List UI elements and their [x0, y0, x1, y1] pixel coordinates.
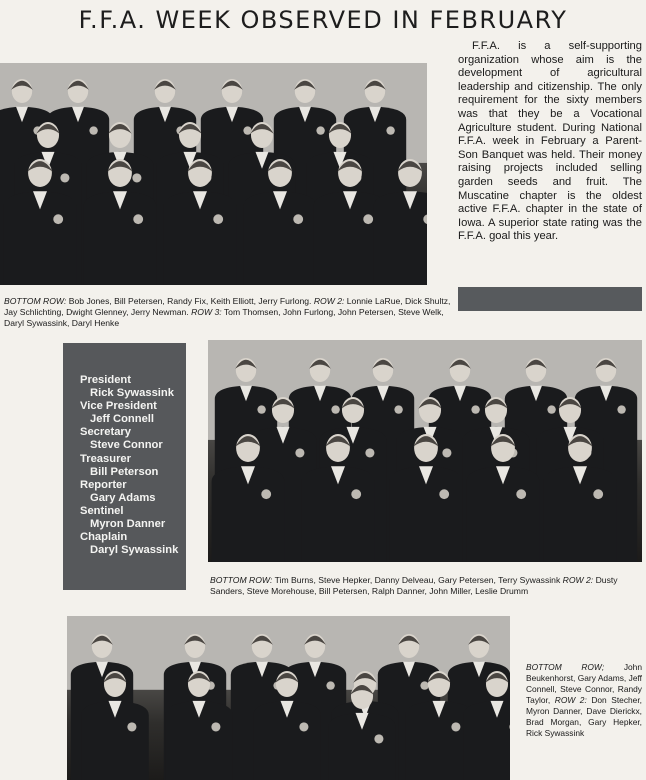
caption-row-label: ROW 2:	[554, 695, 587, 705]
officer-name: Rick Sywassink	[90, 387, 174, 400]
ffa-emblem-shape	[293, 214, 303, 224]
ffa-emblem-shape	[132, 173, 141, 182]
group-photo-1	[0, 63, 427, 285]
ffa-emblem-shape	[53, 214, 63, 224]
officer-title: Reporter	[80, 478, 127, 491]
ffa-emblem-shape	[326, 681, 334, 689]
officer-name: Bill Peterson	[90, 465, 159, 478]
caption-names: John Beukenhorst, Gary Adams, Jeff Connell, Steve Connor, Randy Taylor,	[526, 662, 642, 705]
officer-entry	[63, 531, 186, 557]
ffa-emblem-shape	[451, 722, 460, 731]
officer-title: Secretary	[80, 426, 132, 439]
officer-title: Chaplain	[80, 531, 128, 544]
ffa-emblem-shape	[439, 489, 449, 499]
ffa-emblem-shape	[363, 214, 373, 224]
group-photo-3	[67, 616, 510, 780]
ffa-emblem-shape	[374, 734, 383, 743]
ffa-emblem-shape	[386, 126, 394, 134]
caption-row-label: BOTTOM ROW:	[210, 575, 273, 585]
ffa-emblem-shape	[547, 405, 555, 413]
officer-entry	[63, 426, 186, 452]
officer-name: Steve Connor	[90, 439, 163, 452]
ffa-emblem-shape	[331, 405, 339, 413]
decorative-gray-bar	[458, 287, 642, 311]
officer-entry	[63, 505, 186, 531]
ffa-emblem-shape	[351, 489, 361, 499]
photo-figures	[67, 616, 510, 780]
caption-names: Tim Burns, Steve Hepker, Danny Delveau, Gary Petersen, Terry Sywassink	[272, 575, 563, 585]
officer-name: Jeff Connell	[90, 413, 155, 426]
jacket-shape	[463, 701, 510, 780]
officer-name: Gary Adams	[90, 491, 156, 504]
ffa-emblem-shape	[593, 489, 603, 499]
ffa-emblem-shape	[211, 722, 220, 731]
ffa-emblem-shape	[516, 489, 526, 499]
officer-entry	[63, 400, 186, 426]
caption-row-label: ROW 3:	[191, 307, 222, 317]
ffa-emblem-shape	[60, 173, 69, 182]
caption-photo-3	[526, 662, 642, 739]
photo-figures	[208, 340, 642, 562]
page-title: F.F.A. WEEK OBSERVED IN FEBRUARY	[78, 6, 568, 34]
officer-entry	[63, 479, 186, 505]
ffa-emblem-shape	[420, 681, 428, 689]
ffa-emblem-shape	[89, 126, 97, 134]
ffa-emblem-shape	[243, 126, 251, 134]
caption-row-label: ROW 2:	[313, 296, 345, 306]
officer-entry	[63, 374, 186, 400]
ffa-emblem-shape	[365, 448, 374, 457]
caption-names: Dusty Sanders, Steve Morehouse, Bill Petersen, Ralph Danner, John Miller, Leslie Drumm	[210, 575, 618, 596]
ffa-emblem-shape	[127, 722, 136, 731]
officer-name: Daryl Sywassink	[90, 544, 179, 557]
caption-names: Lonnie LaRue, Dick Shultz, Jay Schlichting, Dwight Glenney, Jerry Newman.	[4, 296, 451, 317]
ffa-emblem-shape	[295, 448, 304, 457]
article-text: F.F.A. is a self-supporting organization whose aim is the development of agricultural leadership and citizenship. The only requirement for the sixty members was that they be a Vocational Agriculture student. During National F.F.A. week in February a Parent-Son Banquet was held. Their money raising projects included selling garden seeds and fruit. The Muscatine chapter is the oldest active F.F.A. chapter in the state of Iowa. A superior state rating was the F.F.A. goal this year.	[458, 40, 642, 243]
officer-title: President	[80, 374, 131, 386]
caption-photo-2	[210, 575, 644, 597]
officer-entry	[63, 453, 186, 479]
officer-title: Sentinel	[80, 504, 124, 517]
group-photo-2	[208, 340, 642, 562]
ffa-emblem-shape	[213, 214, 223, 224]
ffa-emblem-shape	[133, 214, 143, 224]
ffa-emblem-shape	[316, 126, 324, 134]
ffa-emblem-shape	[261, 489, 271, 499]
caption-row-label: BOTTOM ROW:	[4, 296, 67, 306]
ffa-emblem-shape	[394, 405, 402, 413]
ffa-emblem-shape	[617, 405, 625, 413]
ffa-emblem-shape	[471, 405, 479, 413]
officer-title: Vice President	[80, 400, 157, 413]
officers-list	[63, 343, 186, 590]
officer-name: Myron Danner	[90, 518, 166, 531]
jacket-shape	[374, 191, 427, 285]
caption-names: Tom Thomsen, John Furlong, John Petersen, Steve Welk, Daryl Sywassink, Daryl Henke	[4, 307, 444, 328]
caption-names: Don Stecher, Myron Danner, Dave Dierickx, Brad Morgan, Gary Hepker, Rick Sywassink	[526, 695, 642, 738]
ffa-emblem-shape	[257, 405, 265, 413]
ffa-emblem-shape	[299, 722, 308, 731]
caption-photo-1	[4, 296, 454, 329]
caption-row-label: ROW 2:	[562, 575, 594, 585]
caption-names: Bob Jones, Bill Petersen, Randy Fix, Keith Elliott, Jerry Furlong.	[66, 296, 314, 306]
caption-row-label: BOTTOM ROW;	[526, 662, 605, 672]
ffa-emblem-shape	[442, 448, 451, 457]
photo-figures	[0, 63, 427, 285]
officer-title: Treasurer	[80, 452, 131, 465]
